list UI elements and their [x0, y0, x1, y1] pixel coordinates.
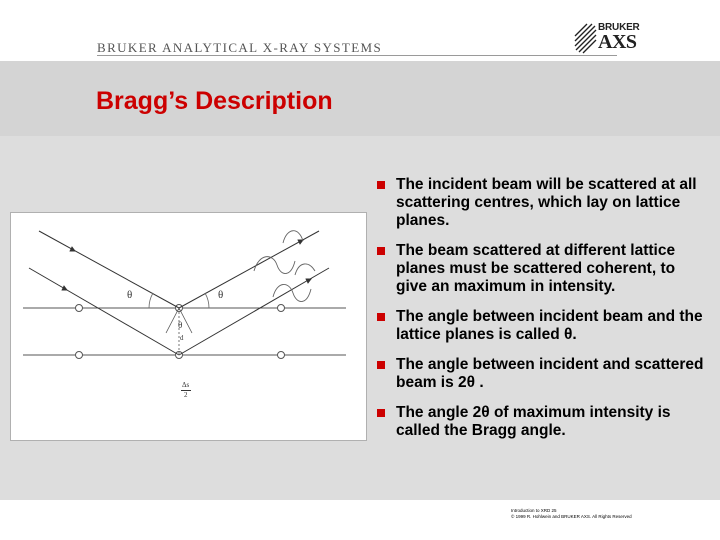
bullet-square-icon: [377, 181, 385, 189]
header-company-text: BRUKER ANALYTICAL X-RAY SYSTEMS: [97, 40, 383, 55]
bullet-text: The angle between incident and scattered beam is 2θ .: [396, 356, 704, 391]
theta-label-right: θ: [218, 289, 224, 301]
spacing-label: d: [180, 334, 184, 342]
lattice-planes: [23, 308, 346, 355]
path-difference-lines: [166, 308, 192, 355]
theta-label-left: θ: [127, 289, 133, 301]
bullet-item: [377, 308, 707, 344]
bullet-item: [377, 242, 707, 296]
header-rule: [97, 55, 617, 56]
bullet-square-icon: [377, 409, 385, 417]
bullet-text: The beam scattered at different lattice planes must be scattered coherent, to give an maximum in intensity.: [396, 242, 676, 295]
footer-line-2: © 1999 R. Hohlwein and BRUKER AXS. All Rights Reserved: [511, 514, 632, 519]
bullet-item: [377, 176, 707, 230]
scattered-beams: [179, 231, 329, 355]
bragg-diagram: [10, 212, 367, 441]
path-difference-numerator: Δs: [182, 381, 190, 389]
bullet-square-icon: [377, 361, 385, 369]
slide-title: Bragg’s Description: [96, 87, 333, 115]
bullet-item: [377, 404, 707, 440]
theta-label-centre: θ: [178, 320, 183, 330]
logo-text-bottom: AXS: [598, 31, 637, 53]
bullet-square-icon: [377, 313, 385, 321]
footer: [511, 508, 632, 520]
bullet-item: [377, 356, 707, 392]
wave-fronts: [254, 231, 315, 302]
bullet-text: The incident beam will be scattered at all scattering centres, which lay on lattice planes.: [396, 176, 697, 229]
incident-beams: [29, 231, 179, 355]
path-difference-denominator: 2: [184, 391, 188, 399]
bullet-text: The angle between incident beam and the lattice planes is called θ.: [396, 308, 703, 343]
bullet-text: The angle 2θ of maximum intensity is called the Bragg angle.: [396, 404, 671, 439]
bullet-square-icon: [377, 247, 385, 255]
logo-text-top: BRUKER: [598, 22, 640, 33]
footer-line-1: Introduction to XRD 25: [511, 508, 557, 513]
bullet-list: [377, 176, 707, 452]
